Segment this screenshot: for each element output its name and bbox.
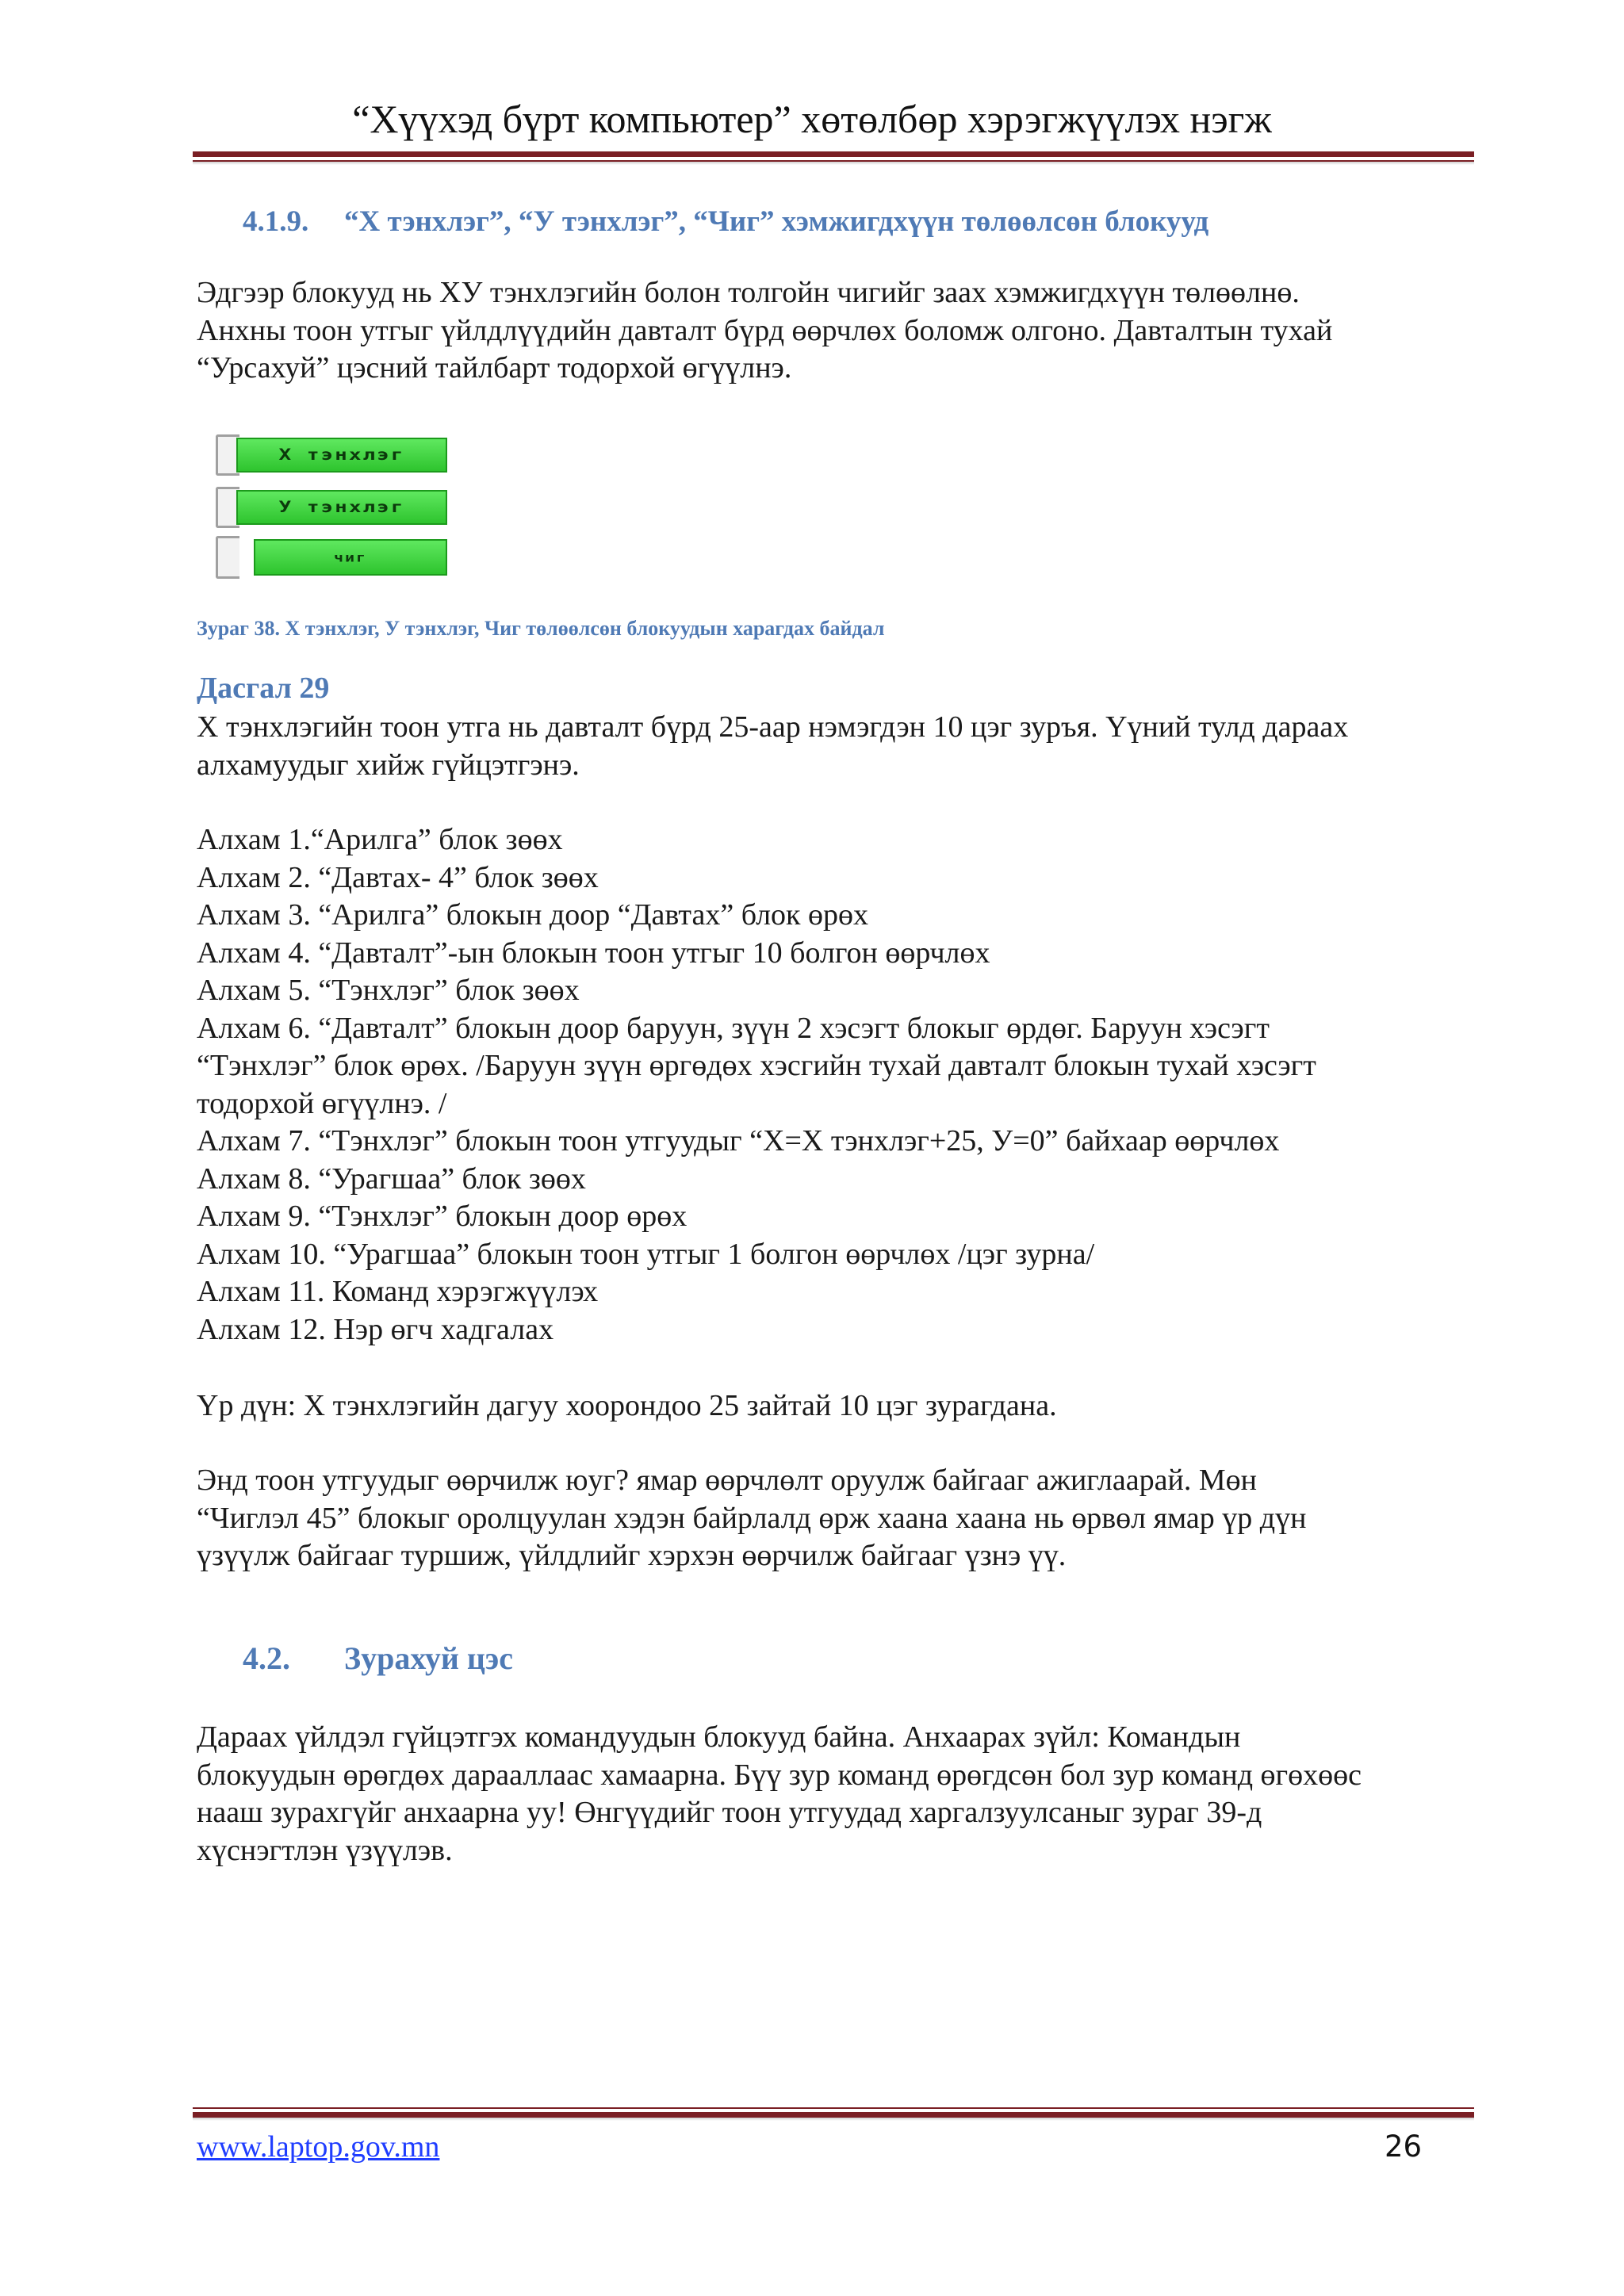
exercise-result — [197, 1387, 1481, 1425]
step-line: Алхам 2. “Давтах- 4” блок зөөх — [197, 860, 599, 894]
figure-caption: Зураг 38. Х тэнхлэг, У тэнхлэг, Чиг төлөөлсөн блокуудын харагдах байдал — [197, 617, 885, 640]
text-line: Дараах үйлдэл гүйцэтгэх командуудын блокууд байна. Анхаарах зүйл: Командын — [197, 1720, 1241, 1754]
section-title: Зурахуй цэс — [344, 1640, 513, 1676]
step-line: Алхам 8. “Урагшаа” блок зөөх — [197, 1161, 586, 1196]
page-header-title: “Хүүхэд бүрт компьютер” хөтөлбөр хэрэгжүүлэх нэгж — [352, 97, 1272, 141]
block-label: Х тэнхлэг — [278, 446, 405, 465]
intro-paragraph — [197, 274, 1481, 388]
exercise-title: Дасгал 29 — [197, 672, 330, 705]
text-line: Анхны тоон утгыг үйлдлүүдийн давталт бүрд өөрчлөх боломж олгоно. Давталтын тухай — [197, 313, 1333, 347]
block-figure — [209, 434, 457, 582]
step-line: Алхам 12. Нэр өгч хадгалах — [197, 1312, 554, 1346]
step-line: Алхам 11. Команд хэрэгжүүлэх — [197, 1275, 599, 1308]
text-line: Үр дүн: Х тэнхлэгийн дагуу хоорондоо 25 зайтай 10 цэг зурагдана. — [197, 1389, 1057, 1422]
exercise-note — [197, 1462, 1481, 1575]
step-line: Алхам 7. “Тэнхлэг” блокын тоон утгуудыг “Х=Х тэнхлэг+25, У=0” байхаар өөрчлөх — [197, 1124, 1280, 1158]
section-title: “Х тэнхлэг”, “У тэнхлэг”, “Чиг” хэмжигдхүүн төлөөлсөн блокууд — [344, 205, 1209, 238]
section-heading-4-1-9 — [243, 205, 1208, 239]
text-line: “Урсахуй” цэсний тайлбарт тодорхой өгүүлнэ. — [197, 351, 792, 385]
step-line: Алхам 1.“Арилга” блок зөөх — [197, 823, 563, 856]
page-number: 26 — [1385, 2130, 1423, 2164]
step-line: “Тэнхлэг” блок өрөх. /Баруун зүүн өргөдөх хэсгийн тухай давталт блокын тухай хэсэгт — [197, 1049, 1316, 1082]
section-number: 4.2. — [243, 1640, 290, 1676]
footer-website-link[interactable]: www.laptop.gov.mn — [197, 2130, 440, 2164]
header-rule — [193, 151, 1474, 165]
section-number: 4.1.9. — [243, 205, 309, 238]
text-line: нааш зурахгүйг анхаарна уу! Өнгүүдийг тоон утгуудад харгалзуулсаныг зураг 39-д — [197, 1796, 1262, 1829]
text-line: Эдгээр блокууд нь ХУ тэнхлэгийн болон толгойн чигийг заах хэмжигдхүүн төлөөлнө. — [197, 276, 1300, 309]
block-label: чиг — [333, 550, 368, 564]
y-axis-block — [209, 487, 447, 528]
step-line: тодорхой өгүүлнэ. / — [197, 1086, 447, 1120]
heading-block — [209, 536, 447, 579]
text-line: Энд тоон утгуудыг өөрчилж юуг? ямар өөрчлөлт оруулж байгааг ажиглаарай. Мөн — [197, 1464, 1257, 1497]
step-line: Алхам 6. “Давталт” блокын доор баруун, зүүн 2 хэсэгт блокыг өрдөг. Баруун хэсэгт — [197, 1011, 1270, 1045]
step-line: Алхам 4. “Давталт”-ын блокын тоон утгыг 10 болгон өөрчлөх — [197, 936, 990, 970]
step-line: Алхам 3. “Арилга” блокын доор “Давтах” блок өрөх — [197, 898, 869, 932]
exercise-task — [197, 709, 1481, 784]
step-line: Алхам 10. “Урагшаа” блокын тоон утгыг 1 болгон өөрчлөх /цэг зурна/ — [197, 1237, 1095, 1271]
step-line: Алхам 5. “Тэнхлэг” блок зөөх — [197, 974, 580, 1007]
block-label: У тэнхлэг — [278, 498, 405, 517]
text-line: Х тэнхлэгийн тоон утга нь давталт бүрд 25-аар нэмэгдэн 10 цэг зуръя. Үүний тулд дараах — [197, 710, 1349, 744]
text-line: алхамуудыг хийж гүйцэтгэнэ. — [197, 748, 580, 782]
text-line: үзүүлж байгааг туршиж, үйлдлийг хэрхэн өөрчилж байгааг үзнэ үү. — [197, 1539, 1067, 1572]
text-line: “Чиглэл 45” блокыг оролцуулан хэдэн байрлалд өрж хаана хаана нь өрвөл ямар үр дүн — [197, 1501, 1307, 1535]
x-axis-block — [209, 434, 447, 476]
section-4-2-paragraph — [197, 1719, 1481, 1869]
exercise-steps — [197, 821, 1481, 1349]
section-heading-4-2 — [243, 1641, 513, 1676]
text-line: блокуудын өрөгдөх дарааллаас хамаарна. Бүү зур команд өрөгдсөн бол зур команд өгөхөөс — [197, 1758, 1362, 1792]
step-line: Алхам 9. “Тэнхлэг” блокын доор өрөх — [197, 1200, 688, 1233]
text-line: хүснэгтлэн үзүүлэв. — [197, 1833, 453, 1867]
footer-rule — [193, 2107, 1474, 2121]
